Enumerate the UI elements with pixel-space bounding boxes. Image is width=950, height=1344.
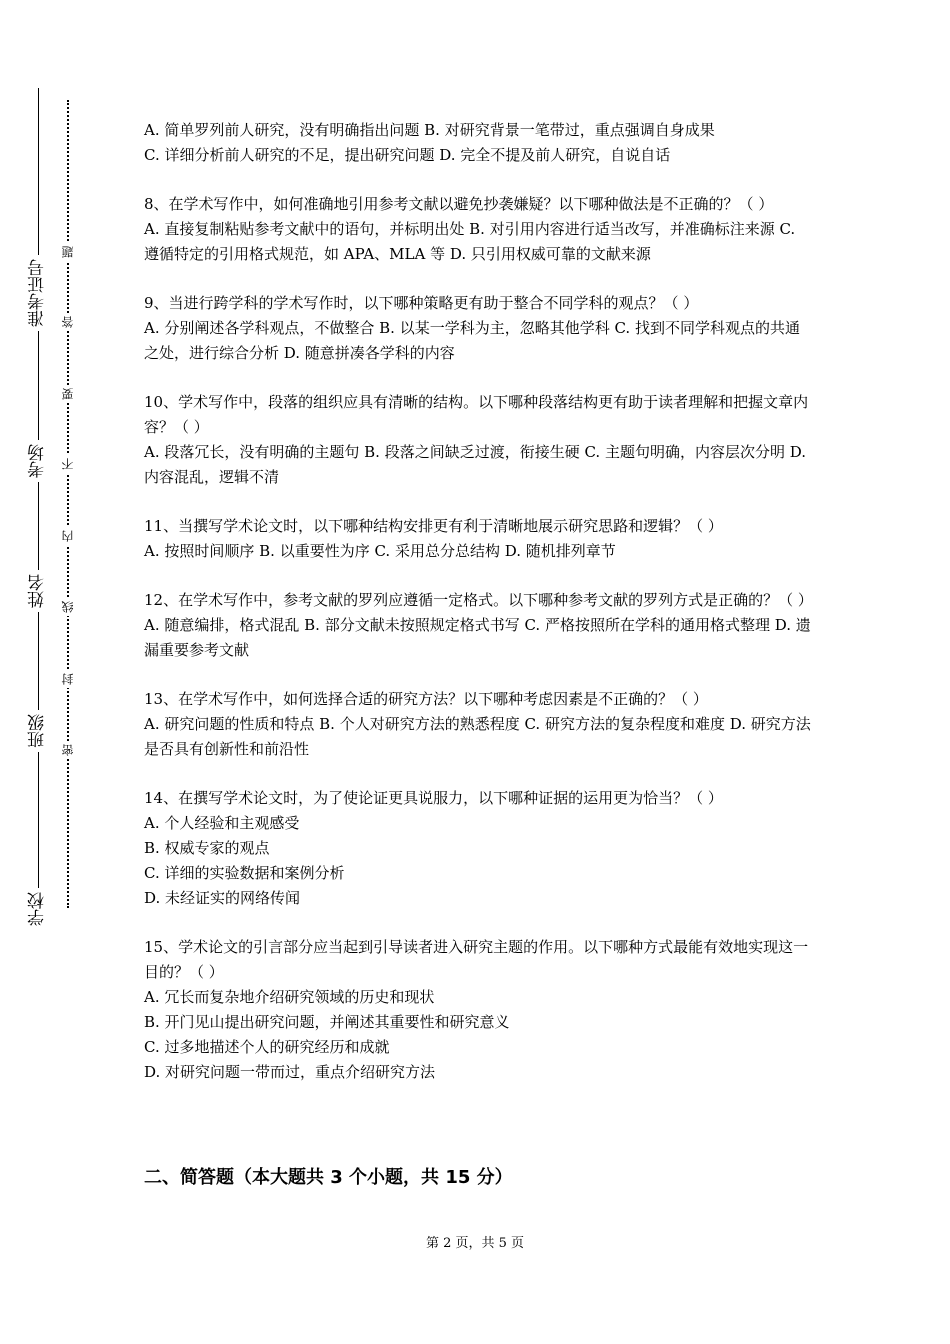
binding-margin xyxy=(0,0,120,1344)
option-b: B. 开门见山提出研究问题，并阐述其重要性和研究意义 xyxy=(144,1013,510,1031)
seal-char: 不 xyxy=(58,455,78,473)
question-8 xyxy=(144,192,812,267)
question-stem: 13、在学术写作中，如何选择合适的研究方法？以下哪种考虑因素是不正确的？（ ） xyxy=(144,690,708,708)
option-b: B. 权威专家的观点 xyxy=(144,839,270,857)
field-exam-number: 准考证号 xyxy=(24,255,52,331)
question-12 xyxy=(144,588,812,663)
question-stem: 10、学术写作中，段落的组织应具有清晰的结构。以下哪种段落结构更有助于读者理解和把握文章内容？（ ） xyxy=(144,393,809,436)
option-d: D. 对研究问题一带而过，重点介绍研究方法 xyxy=(144,1063,436,1081)
option-line: C. 详细分析前人研究的不足，提出研究问题 D. 完全不提及前人研究，自说自话 xyxy=(144,146,671,164)
seal-char: 题 xyxy=(58,243,78,261)
field-exam-room: 考场 xyxy=(24,440,52,482)
question-options: A. 分别阐述各学科观点，不做整合 B. 以某一学科为主，忽略其他学科 C. 找到不同学科观点的共通之处，进行综合分析 D. 随意拼凑各学科的内容 xyxy=(144,319,800,362)
option-c: C. 过多地描述个人的研究经历和成就 xyxy=(144,1038,390,1056)
seal-dotted-line xyxy=(67,100,69,908)
question-9 xyxy=(144,291,812,366)
option-line: A. 简单罗列前人研究，没有明确指出问题 B. 对研究背景一笔带过，重点强调自身成果 xyxy=(144,121,715,139)
question-content xyxy=(144,118,812,1109)
question-13 xyxy=(144,687,812,762)
option-c: C. 详细的实验数据和案例分析 xyxy=(144,864,345,882)
question-options: A. 研究问题的性质和特点 B. 个人对研究方法的熟悉程度 C. 研究方法的复杂程度和难度 D. 研究方法是否具有创新性和前沿性 xyxy=(144,715,811,758)
field-name: 姓名 xyxy=(24,570,52,612)
option-a: A. 个人经验和主观感受 xyxy=(144,814,300,832)
question-options: A. 段落冗长，没有明确的主题句 B. 段落之间缺乏过渡，衔接生硬 C. 主题句明确，内容层次分明 D. 内容混乱，逻辑不清 xyxy=(144,443,806,486)
seal-char: 线 xyxy=(58,598,78,616)
question-11 xyxy=(144,514,812,564)
question-15 xyxy=(144,935,812,1085)
question-options: A. 随意编排，格式混乱 B. 部分文献未按照规定格式书写 C. 严格按照所在学科的通用格式整理 D. 遗漏重要参考文献 xyxy=(144,616,811,659)
seal-char: 内 xyxy=(58,527,78,545)
question-14 xyxy=(144,786,812,911)
question-stem: 11、当撰写学术论文时，以下哪种结构安排更有利于清晰地展示研究思路和逻辑？（ ） xyxy=(144,517,723,535)
seal-char: 封 xyxy=(58,670,78,688)
question-10 xyxy=(144,390,812,490)
field-class: 班级 xyxy=(24,710,52,752)
question-options: A. 直接复制粘贴参考文献中的语句，并标明出处 B. 对引用内容进行适当改写，并准确标注来源 C. 遵循特定的引用格式规范，如 APA、MLA 等 D. 只引用权威可靠的文献来源 xyxy=(144,220,796,263)
question-stem: 15、学术论文的引言部分应当起到引导读者进入研究主题的作用。以下哪种方式最能有效地实现这一目的？（ ） xyxy=(144,938,809,981)
question-stem: 14、在撰写学术论文时，为了使论证更具说服力，以下哪种证据的运用更为恰当？（ ） xyxy=(144,789,723,807)
seal-char: 答 xyxy=(58,313,78,331)
binding-solid-line xyxy=(38,88,39,918)
page-footer: 第 2 页，共 5 页 xyxy=(425,1236,525,1251)
section-title: 二、简答题（本大题共 3 个小题，共 15 分） xyxy=(144,1167,513,1188)
option-d: D. 未经证实的网络传闻 xyxy=(144,889,301,907)
question-options: A. 按照时间顺序 B. 以重要性为序 C. 采用总分总结构 D. 随机排列章节 xyxy=(144,542,616,560)
seal-char: 密 xyxy=(58,741,78,759)
seal-char: 要 xyxy=(58,385,78,403)
option-a: A. 冗长而复杂地介绍研究领域的历史和现状 xyxy=(144,988,435,1006)
question-stem: 9、当进行跨学科的学术写作时，以下哪种策略更有助于整合不同学科的观点？（ ） xyxy=(144,294,699,312)
field-school: 学校 xyxy=(24,888,52,930)
question-7-options xyxy=(144,118,812,168)
question-stem: 8、在学术写作中，如何准确地引用参考文献以避免抄袭嫌疑？以下哪种做法是不正确的？（ ） xyxy=(144,195,774,213)
question-stem: 12、在学术写作中，参考文献的罗列应遵循一定格式。以下哪种参考文献的罗列方式是正确的？（ ） xyxy=(144,591,813,609)
